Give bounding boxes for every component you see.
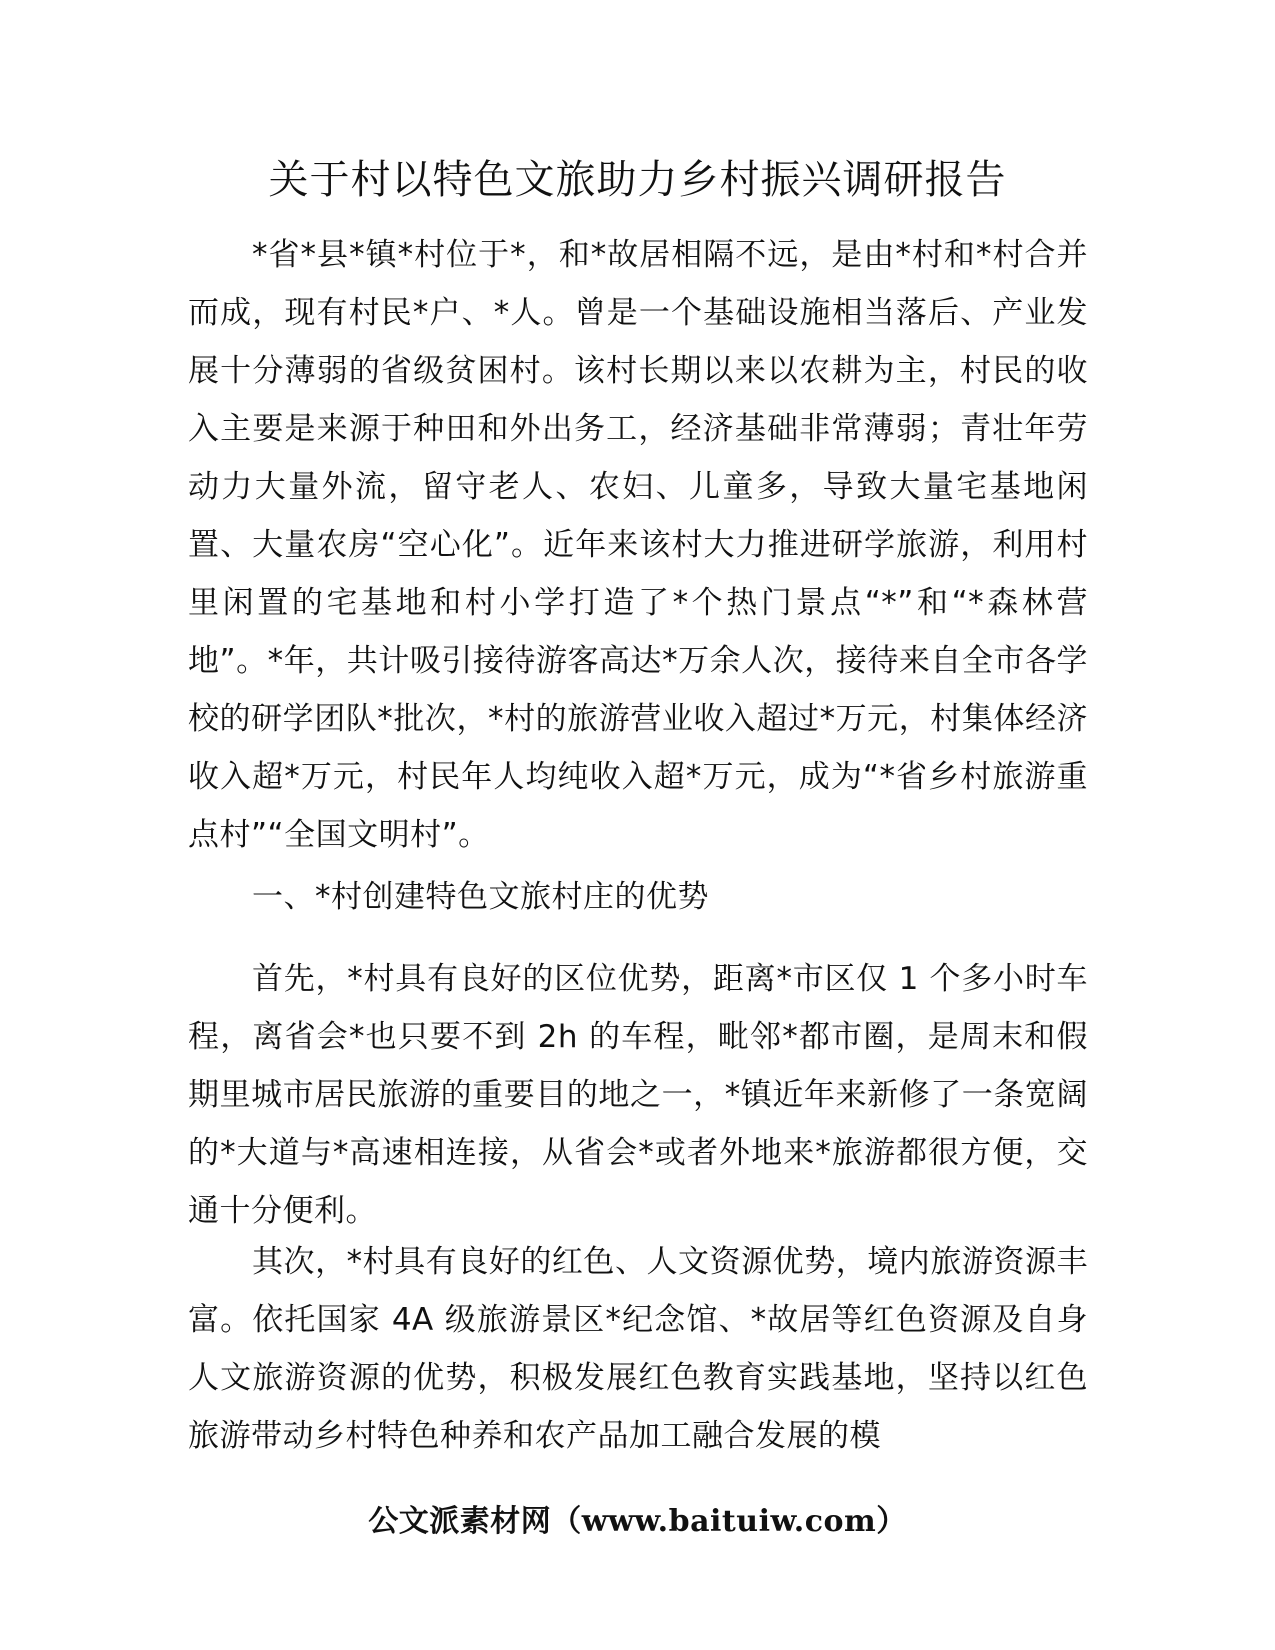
intro-paragraph: *省*县*镇*村位于*，和*故居相隔不远，是由*村和*村合并而成，现有村民*户、*人。曾是一个基础设施相当落后、产业发展十分薄弱的省级贫困村。该村长期以来以农耕为主，村民的收入主要是来源于种田和外出务工，经济基础非常薄弱；青壮年劳动力大量外流，留守老人、农妇、儿童多，导致大量宅基地闲置、大量农房“空心化”。近年来该村大力推进研学旅游，利用村里闲置的宅基地和村小学打造了*个热门景点“*”和“*森林营地”。*年，共计吸引接待游客高达*万余人次，接待来自全市各学校的研学团队*批次，*村的旅游营业收入超过*万元，村集体经济收入超*万元，村民年人均纯收入超*万元，成为“*省乡村旅游重点村”“全国文明村”。 — [188, 237, 1088, 853]
footer-watermark: 公文派素材网（www.baituiw.com） — [368, 1504, 907, 1539]
section-heading: 一、*村创建特色文旅村庄的优势 — [252, 879, 709, 915]
document-title: 关于村以特色文旅助力乡村振兴调研报告 — [268, 157, 1007, 203]
resource-advantage-paragraph: 其次，*村具有良好的红色、人文资源优势，境内旅游资源丰富。依托国家 4A 级旅游景区*纪念馆、*故居等红色资源及自身人文旅游资源的优势，积极发展红色教育实践基地，坚持以红色旅游带动乡村特色种养和农产品加工融合发展的模 — [188, 1244, 1088, 1454]
location-advantage-paragraph: 首先，*村具有良好的区位优势，距离*市区仅 1 个多小时车程，离省会*也只要不到 2h 的车程，毗邻*都市圈，是周末和假期里城市居民旅游的重要目的地之一，*镇近年来新修了一条宽阔的*大道与*高速相连接，从省会*或者外地来*旅游都很方便，交通十分便利。 — [188, 961, 1088, 1229]
